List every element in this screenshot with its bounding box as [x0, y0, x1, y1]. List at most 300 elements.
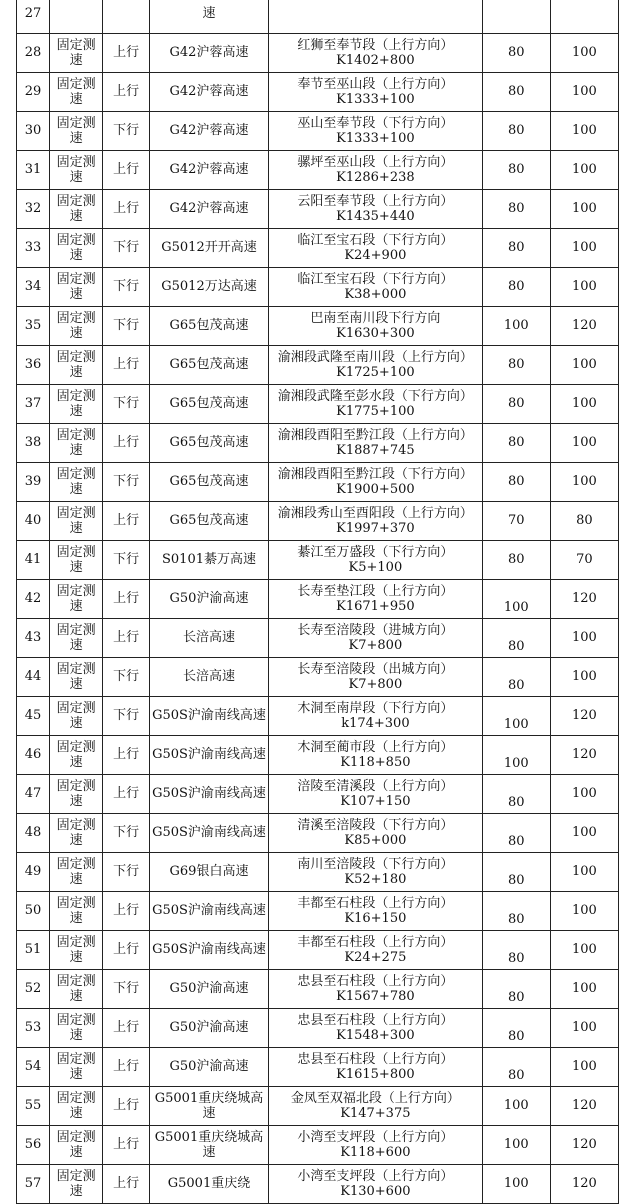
road-section-cell: [269, 424, 483, 463]
speed-limit-b: 100: [571, 201, 597, 217]
direction-cell: [103, 970, 150, 1009]
road-section: 南川至涪陵段（下行方向）K52+180: [297, 856, 454, 887]
highway-name-cell: [149, 346, 268, 385]
table-body: [17, 0, 619, 1204]
speed-limit-b: 120: [571, 747, 597, 763]
enforcement-type: 固定测速: [56, 310, 96, 341]
speed-limit-a: 80: [507, 357, 525, 373]
road-section-cell: [269, 931, 483, 970]
row-number: 47: [24, 786, 42, 802]
row-number-cell: [17, 697, 50, 736]
speed-limit-a: 80: [507, 396, 525, 412]
highway-name: G5001重庆绕城高速: [154, 1129, 264, 1160]
road-section: 綦江至万盛段（下行方向）K5+100: [297, 544, 454, 575]
highway-name: 速: [202, 6, 216, 22]
table-row: [17, 1126, 619, 1165]
direction: 上行: [113, 747, 140, 763]
speed-limit-a-cell: [482, 580, 550, 619]
direction-cell: [103, 931, 150, 970]
speed-limit-a: 80: [507, 1067, 525, 1083]
speed-limit-b: 100: [571, 630, 597, 646]
speed-limit-b: 120: [571, 1176, 597, 1192]
speed-limit-a-cell: [482, 658, 550, 697]
enforcement-type-cell: [49, 112, 102, 151]
speed-limit-a-cell: [482, 541, 550, 580]
table-row: [17, 697, 619, 736]
speed-limit-a: 100: [503, 318, 529, 334]
road-section: 临江至宝石段（下行方向）K38+000: [297, 271, 454, 302]
speed-limit-a: 80: [507, 123, 525, 139]
enforcement-type-cell: [49, 541, 102, 580]
highway-name: G5012万达高速: [161, 279, 257, 295]
row-number: 37: [24, 396, 42, 412]
direction-cell: [103, 307, 150, 346]
speed-limit-a: 80: [507, 911, 525, 927]
speed-limit-a-cell: [482, 0, 550, 34]
highway-name: G42沪蓉高速: [169, 45, 249, 61]
enforcement-type-cell: [49, 892, 102, 931]
highway-name: G50S沪渝南线高速: [152, 825, 266, 841]
speed-limit-a-cell: [482, 502, 550, 541]
enforcement-type-cell: [49, 814, 102, 853]
speed-limit-b: 80: [576, 513, 593, 529]
enforcement-type: 固定测速: [56, 583, 96, 614]
highway-name-cell: [149, 1048, 268, 1087]
row-number-cell: [17, 502, 50, 541]
highway-name: G50S沪渝南线高速: [152, 786, 266, 802]
road-section-cell: [269, 853, 483, 892]
speed-limit-a-cell: [482, 307, 550, 346]
speed-limit-a-cell: [482, 775, 550, 814]
highway-name: G65包茂高速: [169, 513, 249, 529]
road-section: 长寿至涪陵段（出城方向）K7+800: [297, 661, 454, 692]
row-number-cell: [17, 229, 50, 268]
speed-limit-b-cell: [550, 307, 618, 346]
direction-cell: [103, 1126, 150, 1165]
speed-limit-a-cell: [482, 853, 550, 892]
row-number: 32: [24, 201, 42, 217]
enforcement-type-cell: [49, 619, 102, 658]
table-row: [17, 1165, 619, 1204]
direction: 上行: [113, 84, 140, 100]
row-number: 51: [24, 942, 42, 958]
direction-cell: [103, 658, 150, 697]
enforcement-type: 固定测速: [56, 661, 96, 692]
highway-name-cell: [149, 502, 268, 541]
road-section-cell: [269, 1087, 483, 1126]
row-number-cell: [17, 619, 50, 658]
speed-limit-b-cell: [550, 541, 618, 580]
highway-name-cell: [149, 151, 268, 190]
road-section-cell: [269, 190, 483, 229]
highway-name-cell: [149, 697, 268, 736]
road-section: 小湾至支坪段（上行方向）K130+600: [297, 1168, 454, 1199]
road-section-cell: [269, 541, 483, 580]
speed-limit-b-cell: [550, 1048, 618, 1087]
speed-limit-b: 120: [571, 708, 597, 724]
speed-limit-b-cell: [550, 697, 618, 736]
highway-name: G42沪蓉高速: [169, 201, 249, 217]
enforcement-type: 固定测速: [56, 895, 96, 926]
road-section-cell: [269, 1126, 483, 1165]
speed-limit-b: 100: [571, 357, 597, 373]
road-section: 巫山至奉节段（下行方向）K1333+100: [297, 115, 454, 146]
road-section-cell: [269, 1009, 483, 1048]
speed-limit-b-cell: [550, 1126, 618, 1165]
enforcement-type: 固定测速: [56, 544, 96, 575]
speed-limit-a-cell: [482, 697, 550, 736]
speed-limit-a: 100: [503, 1137, 529, 1153]
highway-name-cell: [149, 0, 268, 34]
road-section-cell: [269, 502, 483, 541]
direction-cell: [103, 424, 150, 463]
direction-cell: [103, 346, 150, 385]
highway-name: G50S沪渝南线高速: [152, 942, 266, 958]
enforcement-type: 固定测速: [56, 505, 96, 536]
enforcement-type: 固定测速: [56, 37, 96, 68]
direction-cell: [103, 463, 150, 502]
road-section-cell: [269, 112, 483, 151]
speed-limit-a-cell: [482, 73, 550, 112]
road-section: 木洞至蔺市段（上行方向）K118+850: [297, 739, 454, 770]
direction: 上行: [113, 1020, 140, 1036]
row-number: 53: [24, 1020, 42, 1036]
direction: 下行: [113, 981, 140, 997]
highway-name: G65包茂高速: [169, 357, 249, 373]
highway-name-cell: [149, 580, 268, 619]
table-row: [17, 385, 619, 424]
row-number-cell: [17, 307, 50, 346]
enforcement-type-cell: [49, 736, 102, 775]
road-section: 长寿至垫江段（上行方向）K1671+950: [297, 583, 454, 614]
direction-cell: [103, 1009, 150, 1048]
speed-limit-b: 100: [571, 825, 597, 841]
row-number: 52: [24, 981, 42, 997]
speed-limit-a: 80: [507, 84, 525, 100]
row-number-cell: [17, 892, 50, 931]
speed-limit-b: 100: [571, 474, 597, 490]
row-number-cell: [17, 34, 50, 73]
direction: 上行: [113, 591, 140, 607]
road-section: 临江至宝石段（下行方向）K24+900: [297, 232, 454, 263]
table-row: [17, 268, 619, 307]
table-row: [17, 346, 619, 385]
highway-name-cell: [149, 307, 268, 346]
enforcement-type: 固定测速: [56, 388, 96, 419]
enforcement-type-cell: [49, 970, 102, 1009]
speed-limit-a: 80: [507, 950, 525, 966]
road-section: 小湾至支坪段（上行方向）K118+600: [297, 1129, 454, 1160]
table-row: [17, 619, 619, 658]
direction-cell: [103, 34, 150, 73]
highway-name-cell: [149, 34, 268, 73]
highway-name-cell: [149, 814, 268, 853]
table-row: [17, 151, 619, 190]
speed-limit-b: 100: [571, 903, 597, 919]
speed-limit-b-cell: [550, 190, 618, 229]
enforcement-type: 固定测速: [56, 349, 96, 380]
enforcement-type: 固定测速: [56, 1090, 96, 1121]
highway-name: G5001重庆绕: [167, 1176, 251, 1192]
table-row: [17, 892, 619, 931]
speed-limit-b: 100: [571, 669, 597, 685]
row-number-cell: [17, 775, 50, 814]
direction-cell: [103, 112, 150, 151]
row-number: 57: [24, 1176, 42, 1192]
speed-limit-a: 100: [503, 1176, 529, 1192]
highway-name: 长涪高速: [182, 669, 235, 685]
road-section-cell: [269, 775, 483, 814]
direction-cell: [103, 268, 150, 307]
road-section-cell: [269, 736, 483, 775]
enforcement-type: 固定测速: [56, 193, 96, 224]
direction: 下行: [113, 669, 140, 685]
enforcement-type: 固定测速: [56, 1012, 96, 1043]
speed-limit-a-cell: [482, 190, 550, 229]
row-number: 54: [24, 1059, 42, 1075]
highway-name-cell: [149, 970, 268, 1009]
direction: 上行: [113, 162, 140, 178]
speed-limit-b-cell: [550, 268, 618, 307]
row-number-cell: [17, 346, 50, 385]
speed-limit-a: 100: [503, 1098, 529, 1114]
enforcement-type-cell: [49, 424, 102, 463]
road-section: 渝湘段酉阳至黔江段（上行方向）K1887+745: [277, 427, 473, 458]
speed-limit-b: 120: [571, 1098, 597, 1114]
road-section-cell: [269, 697, 483, 736]
speed-limit-b-cell: [550, 1165, 618, 1204]
row-number-cell: [17, 931, 50, 970]
road-section: 云阳至奉节段（上行方向）K1435+440: [297, 193, 454, 224]
road-section: 渝湘段秀山至酉阳段（上行方向）K1997+370: [277, 505, 473, 536]
direction-cell: [103, 190, 150, 229]
direction: 下行: [113, 708, 140, 724]
direction: 上行: [113, 45, 140, 61]
enforcement-type: 固定测速: [56, 466, 96, 497]
speed-limit-b: 120: [571, 591, 597, 607]
speed-limit-b-cell: [550, 892, 618, 931]
speed-limit-a-cell: [482, 385, 550, 424]
enforcement-type: 固定测速: [56, 1129, 96, 1160]
speed-limit-a-cell: [482, 931, 550, 970]
speed-limit-b: 100: [571, 1020, 597, 1036]
enforcement-type-cell: [49, 1009, 102, 1048]
highway-name-cell: [149, 1165, 268, 1204]
highway-name: G42沪蓉高速: [169, 123, 249, 139]
speed-limit-b: 100: [571, 240, 597, 256]
road-section: 渝湘段酉阳至黔江段（下行方向）K1900+500: [277, 466, 473, 497]
direction: 下行: [113, 864, 140, 880]
direction: 上行: [113, 630, 140, 646]
speed-limit-b: 120: [571, 318, 597, 334]
speed-limit-b: 100: [571, 1059, 597, 1075]
speed-limit-a: 100: [503, 755, 529, 771]
highway-name-cell: [149, 268, 268, 307]
enforcement-type: 固定测速: [56, 232, 96, 263]
enforcement-type: 固定测速: [56, 817, 96, 848]
row-number: 39: [24, 474, 42, 490]
highway-name: G50沪渝高速: [169, 1020, 249, 1036]
row-number: 31: [24, 162, 42, 178]
speed-limit-b-cell: [550, 346, 618, 385]
speed-limit-a: 80: [507, 435, 525, 451]
enforcement-type: 固定测速: [56, 271, 96, 302]
road-section-cell: [269, 463, 483, 502]
row-number: 41: [24, 552, 42, 568]
direction-cell: [103, 619, 150, 658]
direction-cell: [103, 697, 150, 736]
direction-cell: [103, 73, 150, 112]
enforcement-type: 固定测速: [56, 739, 96, 770]
highway-name: G50S沪渝南线高速: [152, 747, 266, 763]
speed-limit-b-cell: [550, 424, 618, 463]
speed-limit-b-cell: [550, 0, 618, 34]
row-number: 40: [24, 513, 42, 529]
enforcement-type-cell: [49, 1126, 102, 1165]
direction: 下行: [113, 240, 140, 256]
road-section-cell: [269, 385, 483, 424]
enforcement-type-cell: [49, 229, 102, 268]
highway-name: G50沪渝高速: [169, 1059, 249, 1075]
table-row: [17, 307, 619, 346]
speed-limit-b: 70: [576, 552, 593, 568]
speed-limit-b-cell: [550, 658, 618, 697]
row-number-cell: [17, 853, 50, 892]
speed-limit-a-cell: [482, 814, 550, 853]
row-number: 38: [24, 435, 42, 451]
enforcement-type: 固定测速: [56, 778, 96, 809]
enforcement-type-cell: [49, 775, 102, 814]
speed-limit-b-cell: [550, 463, 618, 502]
row-number-cell: [17, 580, 50, 619]
row-number-cell: [17, 0, 50, 34]
direction: 下行: [113, 279, 140, 295]
road-section: 丰都至石柱段（上行方向）K24+275: [297, 934, 454, 965]
row-number-cell: [17, 385, 50, 424]
row-number: 44: [24, 669, 42, 685]
speed-limit-a: 80: [507, 1028, 525, 1044]
row-number-cell: [17, 112, 50, 151]
row-number: 27: [24, 6, 42, 22]
direction-cell: [103, 736, 150, 775]
speed-limit-a-cell: [482, 1087, 550, 1126]
enforcement-type: 固定测速: [56, 973, 96, 1004]
speed-limit-a-cell: [482, 151, 550, 190]
speed-limit-b-cell: [550, 853, 618, 892]
direction: 上行: [113, 903, 140, 919]
road-section-cell: [269, 73, 483, 112]
road-section-cell: [269, 151, 483, 190]
road-section-cell: [269, 658, 483, 697]
table-row: [17, 1048, 619, 1087]
road-section: 渝湘段武隆至南川段（上行方向）K1725+100: [277, 349, 473, 380]
speed-limit-b-cell: [550, 151, 618, 190]
road-section-cell: [269, 892, 483, 931]
highway-name: G50沪渝高速: [169, 981, 249, 997]
speed-limit-a: 100: [503, 716, 529, 732]
row-number: 36: [24, 357, 42, 373]
speed-limit-a-cell: [482, 1126, 550, 1165]
speed-limit-b: 100: [571, 981, 597, 997]
enforcement-type-cell: [49, 580, 102, 619]
highway-name-cell: [149, 853, 268, 892]
speed-limit-b-cell: [550, 736, 618, 775]
enforcement-type-cell: [49, 1165, 102, 1204]
road-section: 丰都至石柱段（上行方向）K16+150: [297, 895, 454, 926]
direction: 上行: [113, 942, 140, 958]
row-number-cell: [17, 151, 50, 190]
enforcement-type: 固定测速: [56, 115, 96, 146]
speed-limit-b-cell: [550, 502, 618, 541]
direction: 下行: [113, 396, 140, 412]
speed-limit-a-cell: [482, 970, 550, 1009]
highway-name: G65包茂高速: [169, 396, 249, 412]
road-section: 忠县至石柱段（上行方向）K1615+800: [297, 1051, 454, 1082]
row-number-cell: [17, 1126, 50, 1165]
road-section: 奉节至巫山段（上行方向）K1333+100: [297, 76, 454, 107]
speed-limit-a-cell: [482, 1009, 550, 1048]
enforcement-type: 固定测速: [56, 1051, 96, 1082]
row-number: 33: [24, 240, 42, 256]
direction-cell: [103, 1087, 150, 1126]
road-section-cell: [269, 1165, 483, 1204]
table-row: [17, 970, 619, 1009]
speed-limit-a: 80: [507, 45, 525, 61]
speed-limit-a-cell: [482, 1165, 550, 1204]
road-section: 骡坪至巫山段（上行方向）K1286+238: [297, 154, 454, 185]
enforcement-type: 固定测速: [56, 1168, 96, 1199]
table-row: [17, 424, 619, 463]
row-number-cell: [17, 541, 50, 580]
table-row: [17, 853, 619, 892]
highway-name: G42沪蓉高速: [169, 162, 249, 178]
speed-limit-a: 80: [507, 552, 525, 568]
table-row: [17, 1087, 619, 1126]
speed-limit-a: 80: [507, 279, 525, 295]
row-number: 35: [24, 318, 42, 334]
enforcement-type-cell: [49, 463, 102, 502]
highway-name: G5001重庆绕城高速: [154, 1090, 264, 1121]
row-number-cell: [17, 463, 50, 502]
enforcement-type: 固定测速: [56, 76, 96, 107]
speed-limit-a: 80: [507, 162, 525, 178]
highway-name-cell: [149, 1087, 268, 1126]
enforcement-type: 固定测速: [56, 856, 96, 887]
speed-limit-a: 80: [507, 474, 525, 490]
speed-limit-b-cell: [550, 580, 618, 619]
highway-name-cell: [149, 73, 268, 112]
enforcement-type-cell: [49, 151, 102, 190]
table-row: [17, 736, 619, 775]
direction-cell: [103, 151, 150, 190]
highway-name-cell: [149, 424, 268, 463]
row-number-cell: [17, 970, 50, 1009]
direction: 上行: [113, 1098, 140, 1114]
speed-limit-b: 100: [571, 123, 597, 139]
row-number-cell: [17, 190, 50, 229]
enforcement-type: 固定测速: [56, 700, 96, 731]
road-section-cell: [269, 307, 483, 346]
row-number-cell: [17, 1165, 50, 1204]
row-number-cell: [17, 1009, 50, 1048]
direction-cell: [103, 1165, 150, 1204]
road-section: 长寿至涪陵段（进城方向）K7+800: [297, 622, 454, 653]
direction: 上行: [113, 1137, 140, 1153]
road-section-cell: [269, 814, 483, 853]
road-section: 木洞至南岸段（下行方向）k174+300: [297, 700, 454, 731]
enforcement-type-cell: [49, 268, 102, 307]
table-row: [17, 229, 619, 268]
